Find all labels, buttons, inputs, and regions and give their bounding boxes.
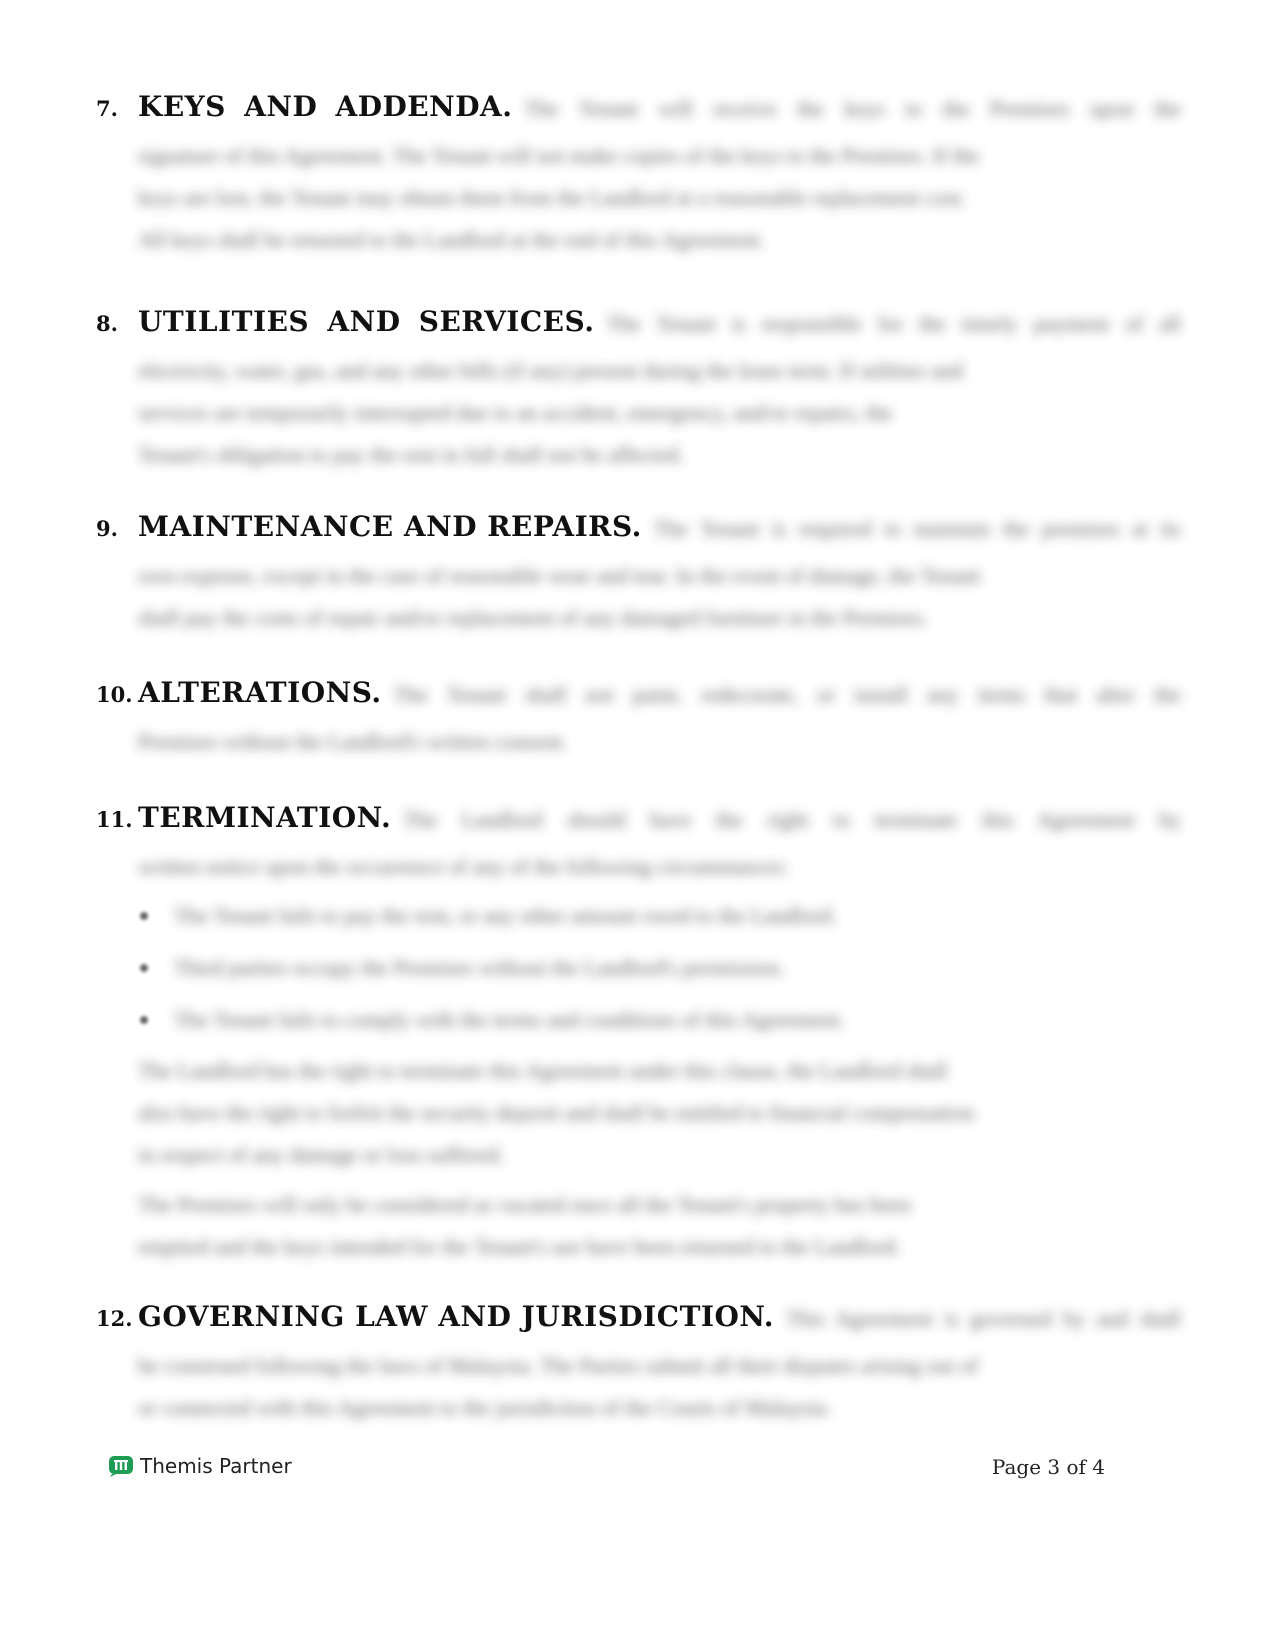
bullet-text: The Tenant fails to comply with the terms and conditions of this Agreement. xyxy=(174,1007,845,1032)
clause-first-line: The Tenant is required to maintain the premises at its xyxy=(653,516,1181,541)
body-line: shall pay the costs of repair and/or replacement of any damaged furniture in the Premises. xyxy=(138,605,928,630)
clause-12 xyxy=(96,1300,1181,1429)
clause-body xyxy=(138,350,1181,476)
clause-heading: TERMINATION. xyxy=(138,801,392,834)
body-line: own expense, except in the case of reasonable wear and tear. In the event of damage, the Tenant xyxy=(138,563,981,588)
footer-brand-name: Themis Partner xyxy=(140,1454,292,1478)
clause-10 xyxy=(96,676,1181,763)
body-line: Tenant's obligation to pay the rent in full shall not be affected. xyxy=(138,442,684,467)
clause-heading: ALTERATIONS. xyxy=(138,676,382,709)
clause-first-line: The Landlord should have the right to terminate this Agreement by xyxy=(403,807,1181,832)
bullet-text: The Tenant fails to pay the rent, or any other amount owed to the Landlord. xyxy=(174,903,837,928)
body-line: electricity, water, gas, and any other bills (if any) present during the lease term. If utilities and xyxy=(138,358,963,383)
body-line: Premises without the Landlord's written consent. xyxy=(138,729,568,754)
clause-heading: GOVERNING LAW AND JURISDICTION. xyxy=(138,1300,774,1333)
body-line: also have the right to forfeit the security deposit and shall be entitled to financial compensation xyxy=(138,1100,975,1125)
body-line: in respect of any damage or loss suffered. xyxy=(138,1142,505,1167)
clause-body xyxy=(138,135,1181,261)
clause-8 xyxy=(96,305,1181,476)
bullet-icon xyxy=(140,964,148,972)
body-line: The Landlord has the right to terminate this Agreement under this clause, the Landlord shall xyxy=(138,1058,948,1083)
body-line: The Premises will only be considered as vacated once all the Tenant's property has been xyxy=(138,1192,911,1217)
clause-number: 7. xyxy=(96,96,118,121)
clause-number: 12. xyxy=(96,1306,133,1331)
clause-number: 9. xyxy=(96,516,118,541)
bullet-item xyxy=(138,890,1181,942)
clause-11 xyxy=(96,801,1181,1268)
clause-heading: MAINTENANCE AND REPAIRS. xyxy=(138,510,642,543)
bullet-icon xyxy=(140,1016,148,1024)
clause-heading: UTILITIES AND SERVICES. xyxy=(138,305,595,338)
clause-number: 11. xyxy=(96,807,133,832)
body-line: be construed following the laws of Malaysia. The Parties submit all their disputes arising out of xyxy=(138,1353,979,1378)
clause-number: 10. xyxy=(96,682,133,707)
clause-number: 8. xyxy=(96,311,118,336)
clause-first-line: This Agreement is governed by and shall xyxy=(785,1306,1181,1331)
clause-first-line: The Tenant shall not paint, redecorate, or install any items that alter the xyxy=(393,682,1181,707)
clause-body xyxy=(138,555,1181,639)
clause-first-line: The Tenant will receive the keys to the Premises upon the xyxy=(524,96,1181,121)
clause-paragraph xyxy=(138,1050,1181,1176)
body-line: keys are lost, the Tenant may obtain them from the Landlord at a reasonable replacement cost. xyxy=(138,185,967,210)
body-line: written notice upon the occurrence of any of the following circumstances: xyxy=(138,854,788,879)
clause-7 xyxy=(96,90,1181,261)
bullet-icon xyxy=(140,912,148,920)
clause-9 xyxy=(96,510,1181,639)
clause-body xyxy=(138,721,1181,763)
themis-partner-logo-icon xyxy=(108,1455,134,1477)
body-line: signature of this Agreement. The Tenant will not make copies of the keys to the Premises. If the xyxy=(138,143,980,168)
footer-brand xyxy=(108,1454,292,1478)
bullet-item xyxy=(138,994,1181,1046)
bullet-list xyxy=(96,890,1181,1046)
clause-first-line: The Tenant is responsible for the timely payment of all xyxy=(606,311,1181,336)
body-line: emptied and the keys intended for the Tenant's use have been returned to the Landlord. xyxy=(138,1234,901,1259)
body-line: All keys shall be returned to the Landlord at the end of this Agreement. xyxy=(138,227,765,252)
clause-body xyxy=(138,846,1181,888)
clause-body xyxy=(138,1345,1181,1429)
clause-paragraph xyxy=(138,1184,1181,1268)
bullet-item xyxy=(138,942,1181,994)
body-line: services are temporarily interrupted due to an accident, emergency, and/or repairs, the xyxy=(138,400,893,425)
body-line: or connected with this Agreement to the jurisdiction of the Courts of Malaysia. xyxy=(138,1395,832,1420)
clause-heading: KEYS AND ADDENDA. xyxy=(138,90,513,123)
page-number: Page 3 of 4 xyxy=(991,1455,1105,1479)
bullet-text: Third parties occupy the Premises without the Landlord's permission. xyxy=(174,955,785,980)
